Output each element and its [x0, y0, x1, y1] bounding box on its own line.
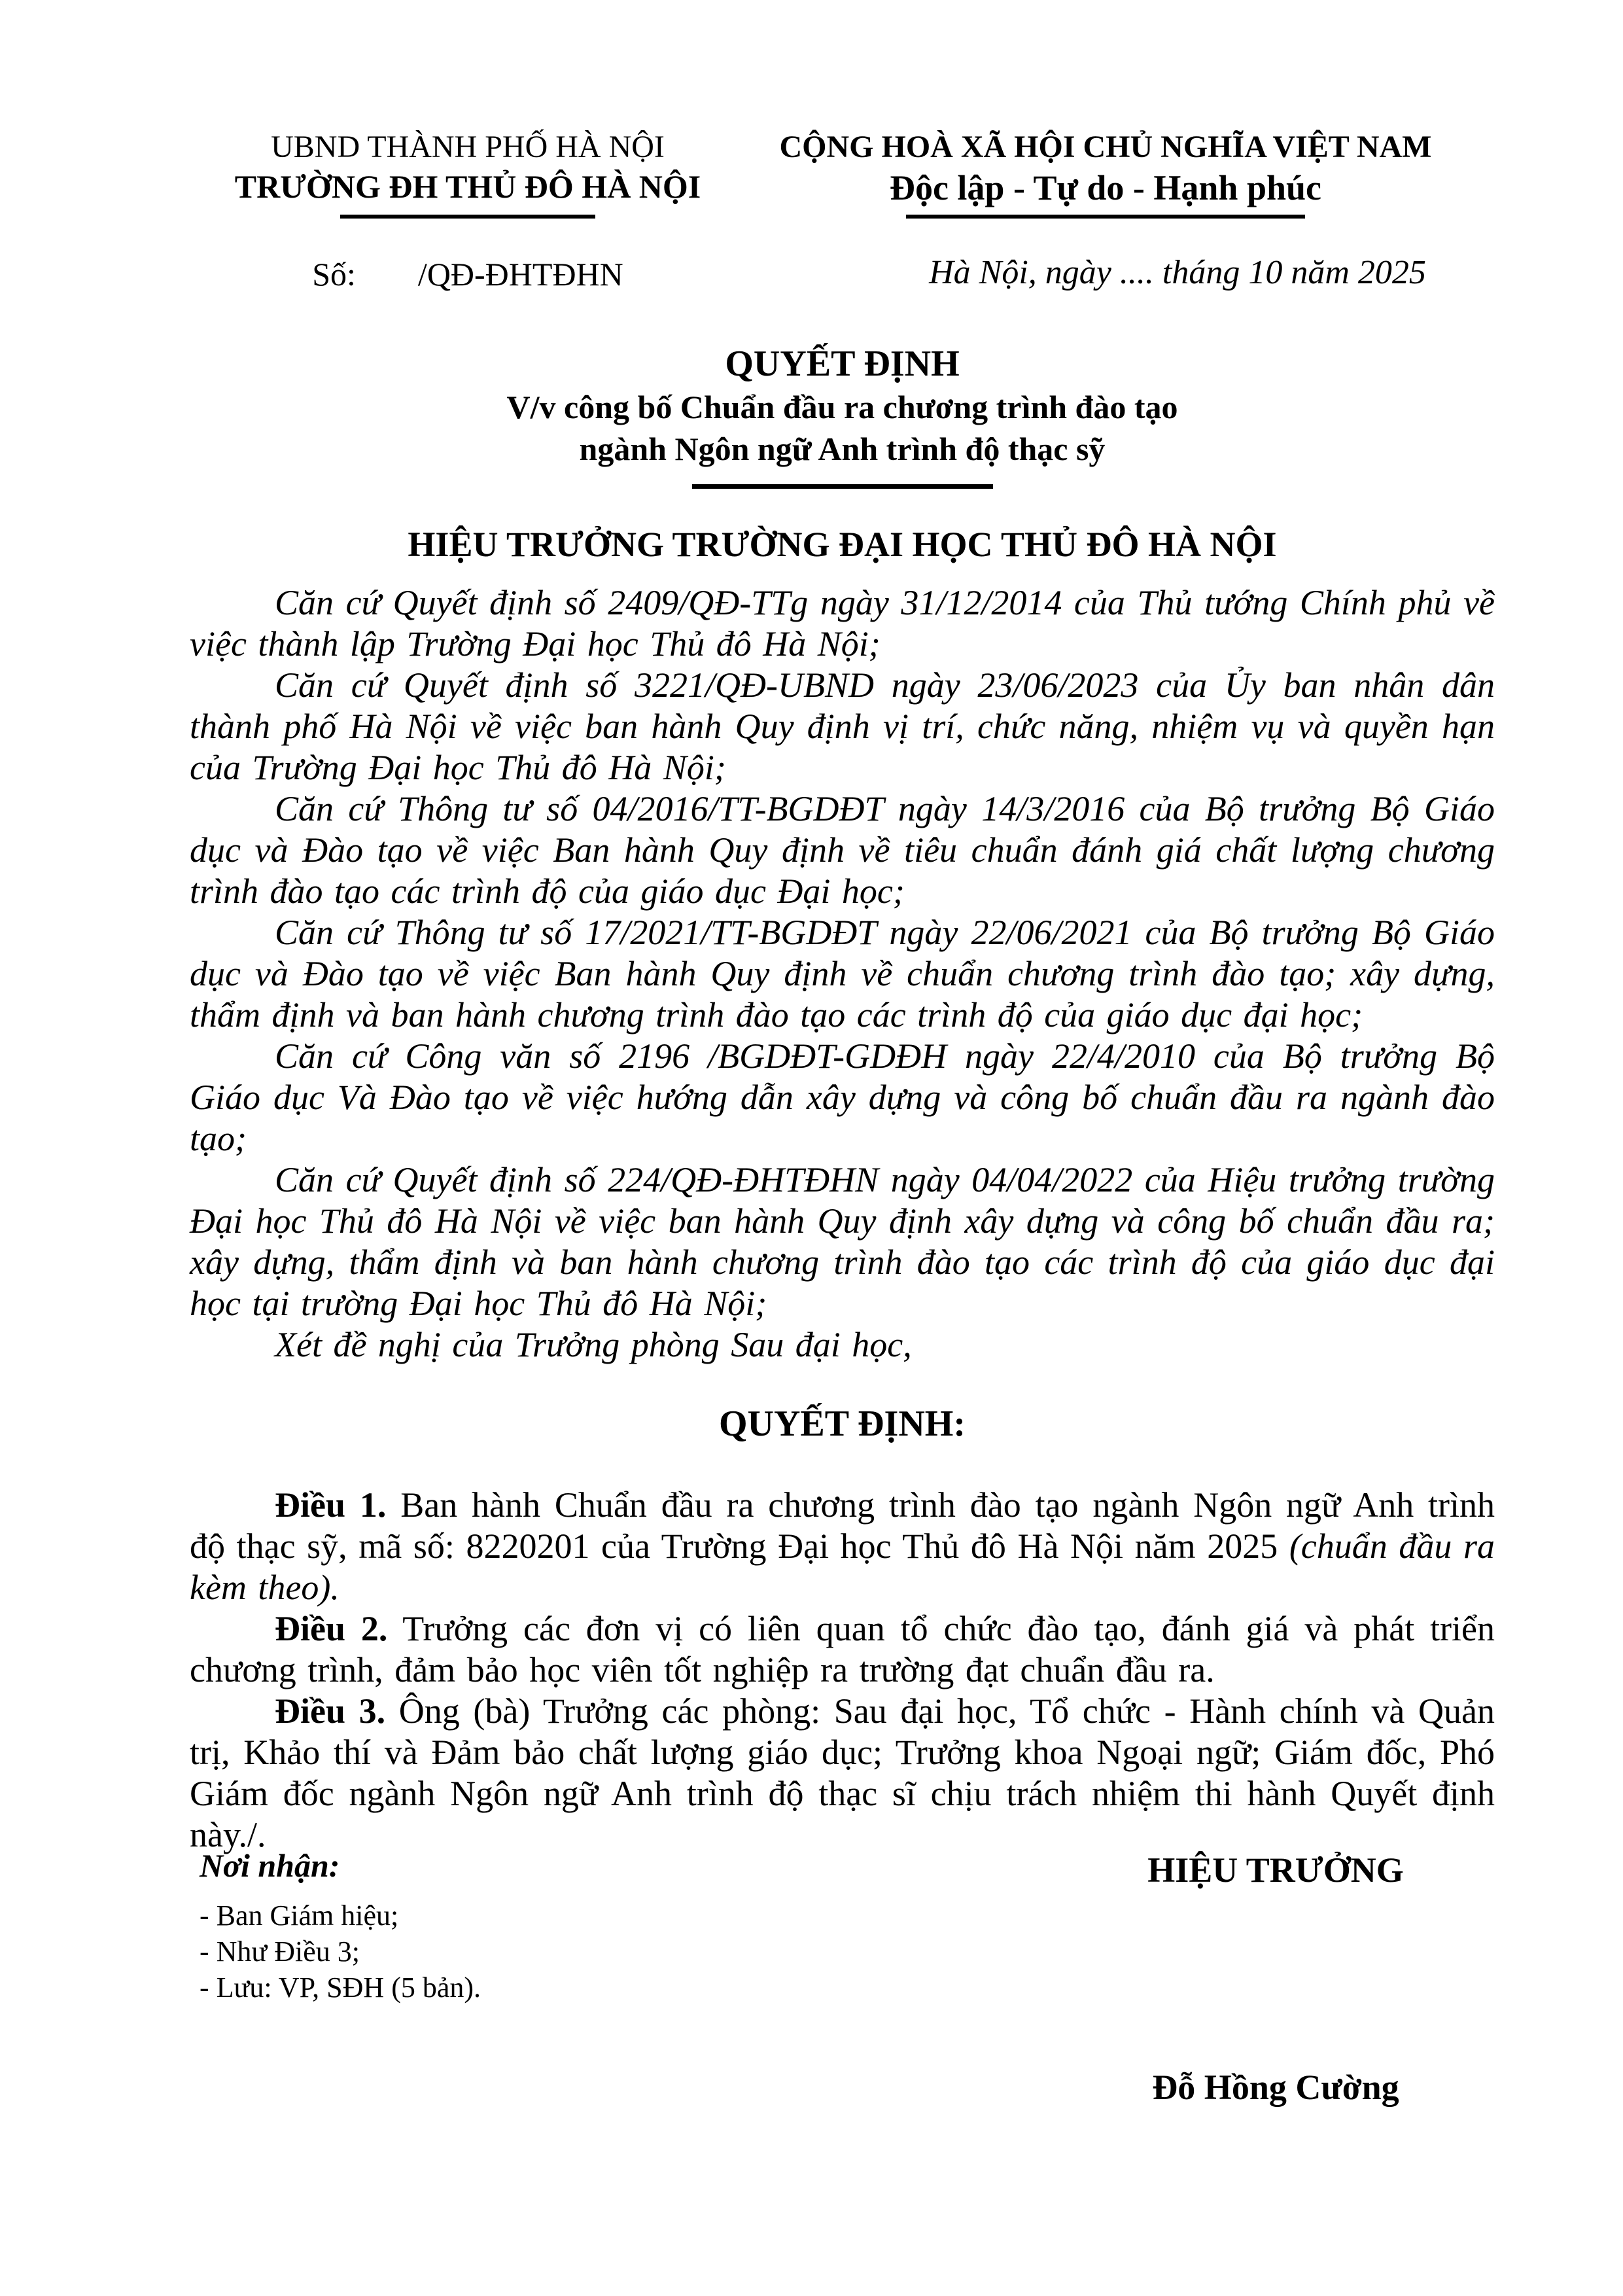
recipients-block: [200, 1846, 481, 2005]
recipient-item: - Lưu: VP, SĐH (5 bản).: [200, 1971, 481, 2004]
preamble-paragraph: Căn cứ Thông tư số 17/2021/TT-BGDĐT ngày 22/06/2021 của Bộ trưởng Bộ Giáo dục và Đào tạo về việc Ban hành Quy định về chuẩn chương trình đào tạo; xây dựng, thẩm định và ban hành chương trình đào tạo các trình độ của giáo dục đại học;: [190, 913, 1495, 1034]
recipient-item: - Như Điều 3;: [200, 1935, 360, 1968]
document-subject-line1: V/v công bố Chuẩn đầu ra chương trình đào tạo: [506, 389, 1178, 425]
preamble-paragraph: Căn cứ Công văn số 2196 /BGDĐT-GDĐH ngày 22/4/2010 của Bộ trưởng Bộ Giáo dục Và Đào tạo về việc hướng dẫn xây dựng và công bố chuẩn đầu ra ngành đào tạo;: [190, 1036, 1495, 1158]
motto-divider: [906, 215, 1305, 219]
article-1-label: Điều 1.: [275, 1485, 387, 1525]
place-date-line: Hà Nội, ngày .... tháng 10 năm 2025: [929, 254, 1426, 291]
article-2: [190, 1608, 1495, 1691]
signer-position-title: HIỆU TRƯỞNG: [1147, 1850, 1404, 1890]
title-divider: [692, 484, 993, 489]
issuer-title: HIỆU TRƯỞNG TRƯỜNG ĐẠI HỌC THỦ ĐÔ HÀ NỘI: [408, 525, 1277, 564]
issuing-org-block: [190, 128, 746, 293]
articles-section: [190, 1485, 1495, 1856]
document-number-line: [190, 255, 746, 293]
national-header-block: [733, 128, 1478, 293]
org-parent-name: UBND THÀNH PHỐ HÀ NỘI: [271, 130, 665, 164]
article-1: [190, 1485, 1495, 1608]
recipient-item: - Ban Giám hiệu;: [200, 1899, 399, 1932]
country-name: CỘNG HOÀ XÃ HỘI CHỦ NGHĨA VIỆT NAM: [779, 130, 1432, 164]
preamble-section: [190, 582, 1495, 1366]
org-divider: [340, 215, 595, 219]
article-2-text: Trưởng các đơn vị có liên quan tổ chức đào tạo, đánh giá và phát triển chương trình, đảm bảo học viên tốt nghiệp ra trường đạt chuẩn đầu ra.: [190, 1609, 1495, 1689]
signer-name: Đỗ Hồng Cường: [1152, 2068, 1399, 2107]
document-type-title: QUYẾT ĐỊNH: [725, 344, 960, 384]
article-1-italic-note: (chuẩn đầu ra kèm theo).: [190, 1527, 1495, 1607]
org-name: TRƯỜNG ĐH THỦ ĐÔ HÀ NỘI: [234, 168, 701, 205]
document-title-block: [190, 342, 1495, 566]
preamble-paragraph: Xét đề nghị của Trưởng phòng Sau đại học,: [275, 1325, 912, 1364]
document-subject-line2: ngành Ngôn ngữ Anh trình độ thạc sỹ: [579, 431, 1106, 467]
article-1-text: Ban hành Chuẩn đầu ra chương trình đào tạo ngành Ngôn ngữ Anh trình độ thạc sỹ, mã số: 8220201 của Trường Đại học Thủ đô Hà Nội năm 2025: [190, 1485, 1495, 1566]
preamble-paragraph: Căn cứ Quyết định số 2409/QĐ-TTg ngày 31/12/2014 của Thủ tướng Chính phủ về việc thành lập Trường Đại học Thủ đô Hà Nội;: [190, 583, 1495, 663]
article-3-text: Ông (bà) Trưởng các phòng: Sau đại học, Tổ chức - Hành chính và Quản trị, Khảo thí và Đảm bảo chất lượng giáo dục; Trưởng khoa Ngoại ngữ; Giám đốc, Phó Giám đốc ngành Ngôn ngữ Anh trình độ thạc sĩ chịu trách nhiệm thi hành Quyết định này./.: [190, 1691, 1495, 1854]
recipients-label: Nơi nhận:: [200, 1847, 340, 1884]
document-number-value: /QĐ-ĐHTĐHN: [417, 256, 623, 292]
document-body: [190, 582, 1495, 1856]
preamble-paragraph: Căn cứ Quyết định số 3221/QĐ-UBND ngày 23/06/2023 của Ủy ban nhân dân thành phố Hà Nội về việc ban hành Quy định vị trí, chức năng, nhiệm vụ và quyền hạn của Trường Đại học Thủ đô Hà Nội;: [190, 665, 1495, 787]
article-3: [190, 1691, 1495, 1856]
decision-heading: QUYẾT ĐỊNH:: [718, 1404, 966, 1444]
article-3-label: Điều 3.: [275, 1691, 386, 1731]
document-number-label: Số:: [312, 256, 356, 292]
national-motto: Độc lập - Tự do - Hạnh phúc: [889, 168, 1322, 207]
article-2-label: Điều 2.: [275, 1609, 388, 1648]
preamble-paragraph: Căn cứ Thông tư số 04/2016/TT-BGDĐT ngày 14/3/2016 của Bộ trưởng Bộ Giáo dục và Đào tạo về việc Ban hành Quy định về tiêu chuẩn đánh giá chất lượng chương trình đào tạo các trình độ của giáo dục Đại học;: [190, 789, 1495, 911]
preamble-paragraph: Căn cứ Quyết định số 224/QĐ-ĐHTĐHN ngày 04/04/2022 của Hiệu trưởng trường Đại học Thủ đô Hà Nội về việc ban hành Quy định xây dựng và công bố chuẩn đầu ra; xây dựng, thẩm định và ban hành chương trình đào tạo các trình độ của giáo dục đại học tại trường Đại học Thủ đô Hà Nội;: [190, 1160, 1495, 1323]
